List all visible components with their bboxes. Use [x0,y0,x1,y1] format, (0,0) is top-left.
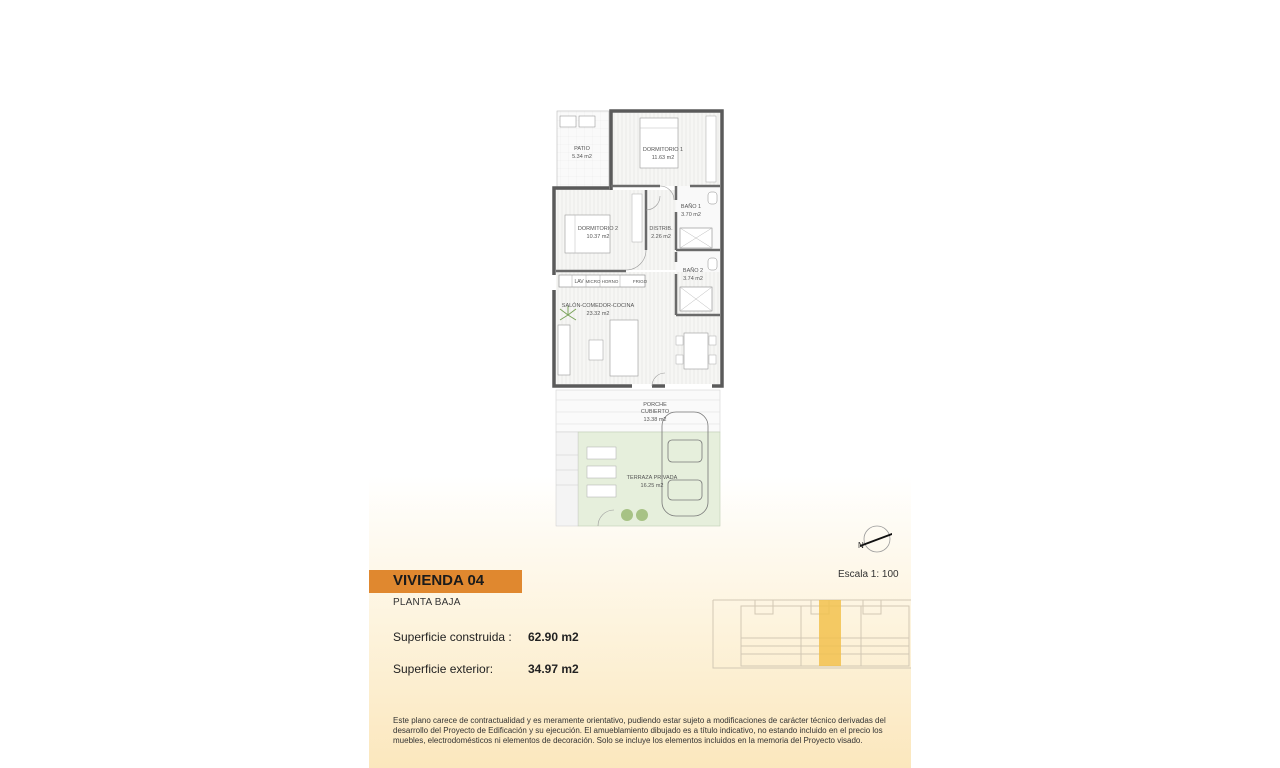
area-value-construida: 62.90 m2 [528,630,579,644]
patio-appliance [579,116,595,127]
stepping-stone [587,466,616,478]
room-area-patio: 5.34 m2 [572,154,592,160]
room-name-porche: PORCHE [643,402,667,408]
room-area-dormitorio2: 10.37 m2 [586,234,610,240]
room-area-dormitorio1: 11.63 m2 [651,155,675,161]
room-area-terraza: 16.25 m2 [640,483,664,489]
label-micro: MICRO [585,279,601,284]
scale-label: Escala 1: 100 [838,569,899,580]
highlighted-unit [819,600,841,666]
room-area-bano1: 3.70 m2 [681,212,701,218]
room-name-bano1: BAÑO 1 [680,204,702,210]
coffee-table [589,340,603,360]
patio-appliance [560,116,576,127]
label-lav: LAV [574,279,584,285]
sofa [558,325,570,375]
toilet-1 [708,192,717,204]
page-title: VIVIENDA 04 [393,572,485,589]
porch-floor [556,390,720,432]
room-name-dormitorio2: DORMITORIO 2 [577,226,619,232]
dining-table [684,333,708,369]
room-name-patio: PATIO [574,146,590,152]
wardrobe-2 [632,194,642,242]
kitchen-island [610,320,638,376]
room-area-distrib: 2.26 m2 [651,234,671,240]
label-frigo: FRIGO [632,279,648,284]
north-letter: N [858,541,864,550]
room-name-dormitorio1: DORMITORIO 1 [642,147,684,153]
floor-subtitle: PLANTA BAJA [393,597,461,608]
room-area-salon: 23.32 m2 [586,311,610,317]
wardrobe-1 [706,116,716,182]
toilet-2 [708,258,717,270]
disclaimer-text: Este plano carece de contractualidad y es meramente orientativo, pudiendo estar sujeto a modificaciones de carácter técnico derivadas del desarrollo del Proyecto de Edificación y su ejecución. El amueblamiento dibujado es a título indicativo, no estando incluido en el precio los muebles, electrodomésticos ni elementos de decoración. Solo se incluye los elementos incluidos en la memoria del Proyecto visado. [393,716,886,745]
room-area-bano2: 3.74 m2 [683,276,703,282]
area-value-exterior: 34.97 m2 [528,662,579,676]
room-name-salon: SALÓN-COMEDOR-COCINA [561,303,635,309]
stepping-stone [587,447,616,459]
shrub-icon [621,509,633,521]
room-name-bano2: BAÑO 2 [682,268,704,274]
north-arrow-icon [852,522,902,556]
area-label-construida: Superficie construida : [393,630,512,644]
room-name-terraza: TERRAZA PRIVADA [626,475,678,481]
area-label-exterior: Superficie exterior: [393,662,494,676]
label-horno: HORNO [601,279,619,284]
room-area-porche: 13.38 m2 [643,417,667,423]
room-name-porche-2: CUBIERTO [640,409,670,415]
site-location-map [711,598,911,678]
stepping-stone [587,485,616,497]
shrub-icon [636,509,648,521]
room-name-distrib: DISTRIB. [649,226,673,232]
